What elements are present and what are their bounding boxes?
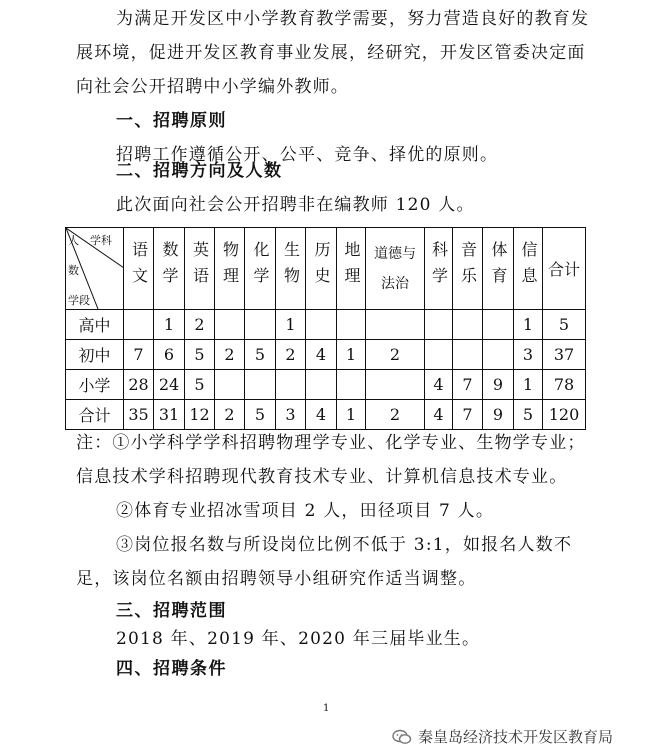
row-label-heji: 合计 bbox=[66, 400, 124, 430]
row-label-chuzhong: 初中 bbox=[66, 340, 124, 370]
note-line-5: 足，该岗位名额由招聘领导小组研究作适当调整。 bbox=[76, 569, 477, 589]
table-cell: 24 bbox=[154, 370, 185, 400]
note-line-3: ②体育专业招冰雪项目 2 人，田径项目 7 人。 bbox=[116, 501, 495, 521]
table-cell: 12 bbox=[185, 400, 215, 430]
table-cell: 9 bbox=[483, 370, 514, 400]
table-cell: 5 bbox=[543, 310, 586, 340]
table-cell bbox=[366, 370, 425, 400]
header-heji: 合计 bbox=[543, 228, 586, 310]
table-cell: 7 bbox=[124, 340, 154, 370]
wechat-icon bbox=[392, 729, 412, 745]
table-cell bbox=[306, 310, 337, 340]
corner-label-xueke: 学科 bbox=[90, 234, 112, 247]
header-yinyue: 音乐 bbox=[453, 228, 483, 310]
intro-line-2: 展环境，促进开发区教育事业发展，经研究，开发区管委决定面 bbox=[76, 43, 586, 63]
table-row bbox=[66, 310, 586, 340]
table-cell: 3 bbox=[276, 400, 306, 430]
table-cell bbox=[453, 340, 483, 370]
intro-line-1: 为满足开发区中小学教育教学需要，努力营造良好的教育发 bbox=[116, 9, 590, 29]
table-cell: 9 bbox=[483, 400, 514, 430]
recruitment-table bbox=[65, 227, 586, 430]
table-cell: 7 bbox=[453, 400, 483, 430]
principle-text: 招聘工作遵循公开、公平、竞争、择优的原则。 bbox=[116, 145, 499, 165]
corner-label-xueduan: 学段 bbox=[68, 294, 90, 307]
table-cell: 6 bbox=[154, 340, 185, 370]
header-yuwen: 语文 bbox=[124, 228, 154, 310]
table-cell: 2 bbox=[215, 400, 245, 430]
table-cell bbox=[337, 310, 366, 340]
table-cell: 2 bbox=[215, 340, 245, 370]
note-line-4: ③岗位报名数与所设岗位比例不低于 3:1，如报名人数不 bbox=[116, 535, 573, 555]
watermark bbox=[392, 726, 613, 747]
section-heading-3: 三、招聘范围 bbox=[116, 601, 227, 621]
table-cell: 7 bbox=[453, 370, 483, 400]
scope-text: 2018 年、2019 年、2020 年三届毕业生。 bbox=[116, 629, 481, 649]
header-wuli: 物理 bbox=[215, 228, 245, 310]
table-cell bbox=[366, 310, 425, 340]
table-row bbox=[66, 400, 586, 430]
table-cell: 78 bbox=[543, 370, 586, 400]
table-cell bbox=[483, 310, 514, 340]
intro-line-3: 向社会公开招聘中小学编外教师。 bbox=[76, 77, 349, 97]
header-yingyu: 英语 bbox=[185, 228, 215, 310]
page-number: 1 bbox=[323, 703, 330, 714]
table-cell: 1 bbox=[337, 340, 366, 370]
quota-text: 此次面向社会公开招聘非在编教师 120 人。 bbox=[116, 195, 475, 215]
table-cell: 28 bbox=[124, 370, 154, 400]
table-cell: 5 bbox=[185, 370, 215, 400]
table-cell bbox=[245, 310, 276, 340]
table-cell: 1 bbox=[514, 310, 543, 340]
table-cell bbox=[483, 340, 514, 370]
table-header-row bbox=[66, 228, 586, 310]
table-cell bbox=[425, 340, 453, 370]
table-cell bbox=[215, 370, 245, 400]
table-cell: 4 bbox=[425, 370, 453, 400]
table-row bbox=[66, 370, 586, 400]
table-cell: 2 bbox=[366, 400, 425, 430]
table-corner-cell bbox=[66, 228, 124, 310]
header-huaxue: 化学 bbox=[245, 228, 276, 310]
table-cell bbox=[245, 370, 276, 400]
table-cell bbox=[124, 310, 154, 340]
table-cell: 2 bbox=[185, 310, 215, 340]
table-cell: 1 bbox=[154, 310, 185, 340]
header-tiyu: 体育 bbox=[483, 228, 514, 310]
row-label-xiaoxue: 小学 bbox=[66, 370, 124, 400]
header-shengwu: 生物 bbox=[276, 228, 306, 310]
table-cell: 1 bbox=[337, 400, 366, 430]
section-heading-1: 一、招聘原则 bbox=[116, 111, 227, 131]
corner-label-shu: 数 bbox=[68, 264, 79, 277]
section-heading-4: 四、招聘条件 bbox=[116, 659, 227, 679]
table-cell: 5 bbox=[245, 400, 276, 430]
table-cell: 4 bbox=[306, 340, 337, 370]
table-cell: 31 bbox=[154, 400, 185, 430]
watermark-text: 秦皇岛经济技术开发区教育局 bbox=[418, 728, 614, 746]
table-cell bbox=[306, 370, 337, 400]
table-cell bbox=[215, 310, 245, 340]
table-cell: 35 bbox=[124, 400, 154, 430]
header-daode-fazhi: 道德与法治 bbox=[366, 228, 425, 310]
row-label-gaozhong: 高中 bbox=[66, 310, 124, 340]
header-lishi: 历史 bbox=[306, 228, 337, 310]
table-cell: 5 bbox=[245, 340, 276, 370]
header-dili: 地理 bbox=[337, 228, 366, 310]
table-cell: 3 bbox=[514, 340, 543, 370]
table-cell bbox=[425, 310, 453, 340]
table-cell bbox=[337, 370, 366, 400]
table-cell bbox=[276, 370, 306, 400]
table-cell: 2 bbox=[276, 340, 306, 370]
corner-label-ren: 人 bbox=[68, 234, 79, 247]
table-row bbox=[66, 340, 586, 370]
table-cell: 4 bbox=[425, 400, 453, 430]
table-cell: 1 bbox=[276, 310, 306, 340]
table-cell: 120 bbox=[543, 400, 586, 430]
note-line-2: 信息技术学科招聘现代教育技术专业、计算机信息技术专业。 bbox=[76, 467, 568, 487]
table-cell: 4 bbox=[306, 400, 337, 430]
table-cell: 2 bbox=[366, 340, 425, 370]
table-cell: 37 bbox=[543, 340, 586, 370]
table-cell: 5 bbox=[185, 340, 215, 370]
section-heading-2: 二、招聘方向及人数 bbox=[116, 161, 283, 181]
header-xinxi: 信息 bbox=[514, 228, 543, 310]
note-line-1: 注：①小学科学学科招聘物理学专业、化学专业、生物学专业； bbox=[76, 433, 586, 453]
table-cell: 1 bbox=[514, 370, 543, 400]
table-cell: 5 bbox=[514, 400, 543, 430]
table-cell bbox=[453, 310, 483, 340]
header-kexue: 科学 bbox=[425, 228, 453, 310]
header-shuxue: 数学 bbox=[154, 228, 185, 310]
